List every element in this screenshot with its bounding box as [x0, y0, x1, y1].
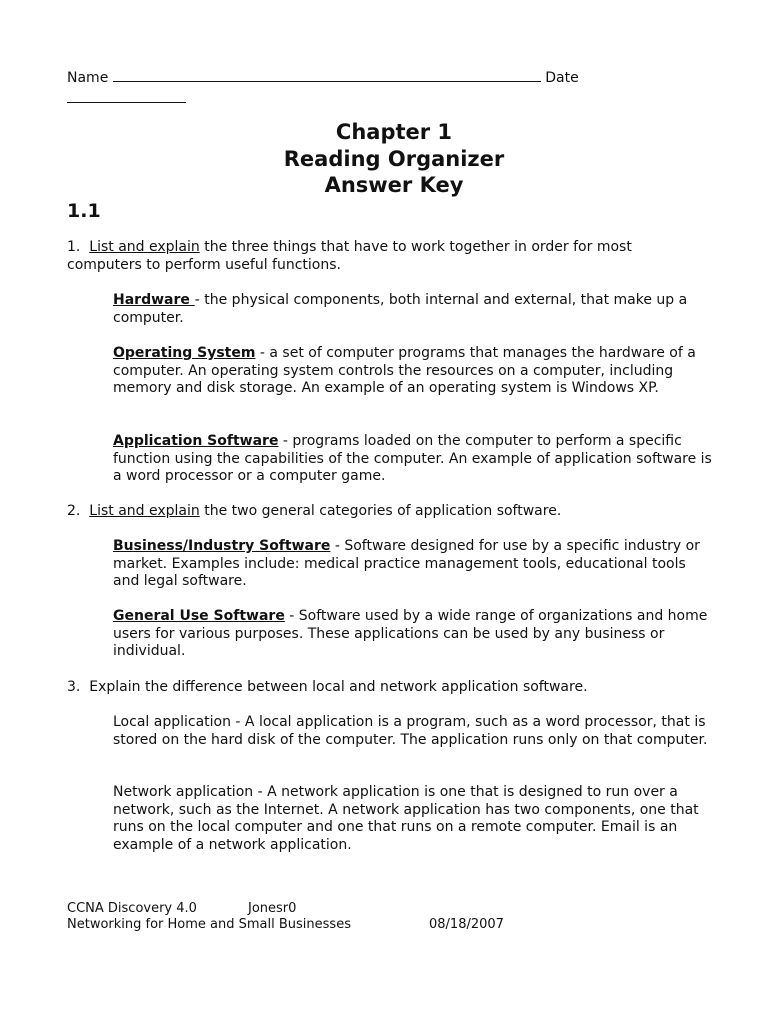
footer-author: Jonesr0 — [248, 901, 297, 916]
question-text: the three things that have to work together in order for most computers to perform useful functions. — [67, 239, 632, 273]
answer-item — [113, 345, 713, 398]
answer-item — [113, 608, 713, 661]
name-blank — [113, 67, 541, 82]
title-line-answer-key: Answer Key — [324, 173, 464, 197]
answer-text: - programs loaded on the computer to perform a specific function using the capabilities of the computer. An example of application software is a word processor or a computer game. — [113, 433, 712, 484]
answer-term: Business/Industry Software — [113, 538, 331, 554]
footer-date: 08/18/2007 — [429, 917, 504, 932]
question-text: Explain the difference between local and network application software. — [89, 679, 588, 695]
question-keyword: List and explain — [89, 239, 200, 255]
answer-item — [113, 292, 713, 327]
answer-text: Network application - A network application is one that is designed to run over a network, such as the Internet. A network application has two components, one that runs on the local computer and one that runs on a remote computer. Email is an example of a network application. — [113, 784, 699, 853]
question-number: 3. — [67, 679, 81, 695]
answer-item — [113, 714, 713, 749]
question-text: the two general categories of application software. — [199, 503, 562, 519]
answer-text: Local application - A local application is a program, such as a word processor, that is stored on the hard disk of the computer. The application runs only on that computer. — [113, 714, 708, 748]
answer-term: Application Software — [113, 433, 279, 449]
footer-line-2 — [67, 916, 707, 933]
footer-line-1 — [67, 900, 707, 917]
question-2 — [67, 503, 707, 521]
title-line-chapter: Chapter 1 — [335, 120, 453, 144]
document-title — [0, 119, 768, 199]
name-date-line — [67, 67, 707, 88]
answer-text: - the physical components, both internal and external, that make up a computer. — [113, 292, 688, 326]
footer-course: CCNA Discovery 4.0 — [67, 901, 197, 916]
question-number: 2. — [67, 503, 81, 519]
date-label: Date — [545, 70, 579, 86]
answer-item — [113, 784, 713, 854]
section-heading: 1.1 — [67, 200, 101, 222]
answer-text: - a set of computer programs that manages the hardware of a computer. An operating system controls the resources on a computer, including memory and disk storage. An example of an operating system is Windows XP. — [113, 345, 696, 396]
answer-term: General Use Software — [113, 608, 285, 624]
footer-subtitle: Networking for Home and Small Businesses — [67, 917, 351, 932]
name-label: Name — [67, 70, 109, 86]
answer-term: Operating System — [113, 345, 256, 361]
title-line-organizer: Reading Organizer — [283, 146, 505, 171]
answer-item — [113, 538, 713, 591]
question-3 — [67, 679, 707, 697]
question-number: 1. — [67, 239, 81, 255]
answer-text: - Software designed for use by a specific industry or market. Examples include: medical practice management tools, educational tools and legal software. — [113, 538, 700, 589]
question-keyword: List and explain — [89, 503, 200, 519]
answer-text: - Software used by a wide range of organizations and home users for various purposes. These applications can be used by any business or individual. — [113, 608, 708, 659]
date-blank — [67, 86, 186, 103]
answer-item — [113, 433, 713, 486]
question-1 — [67, 239, 707, 274]
answer-term: Hardware — [113, 292, 195, 308]
